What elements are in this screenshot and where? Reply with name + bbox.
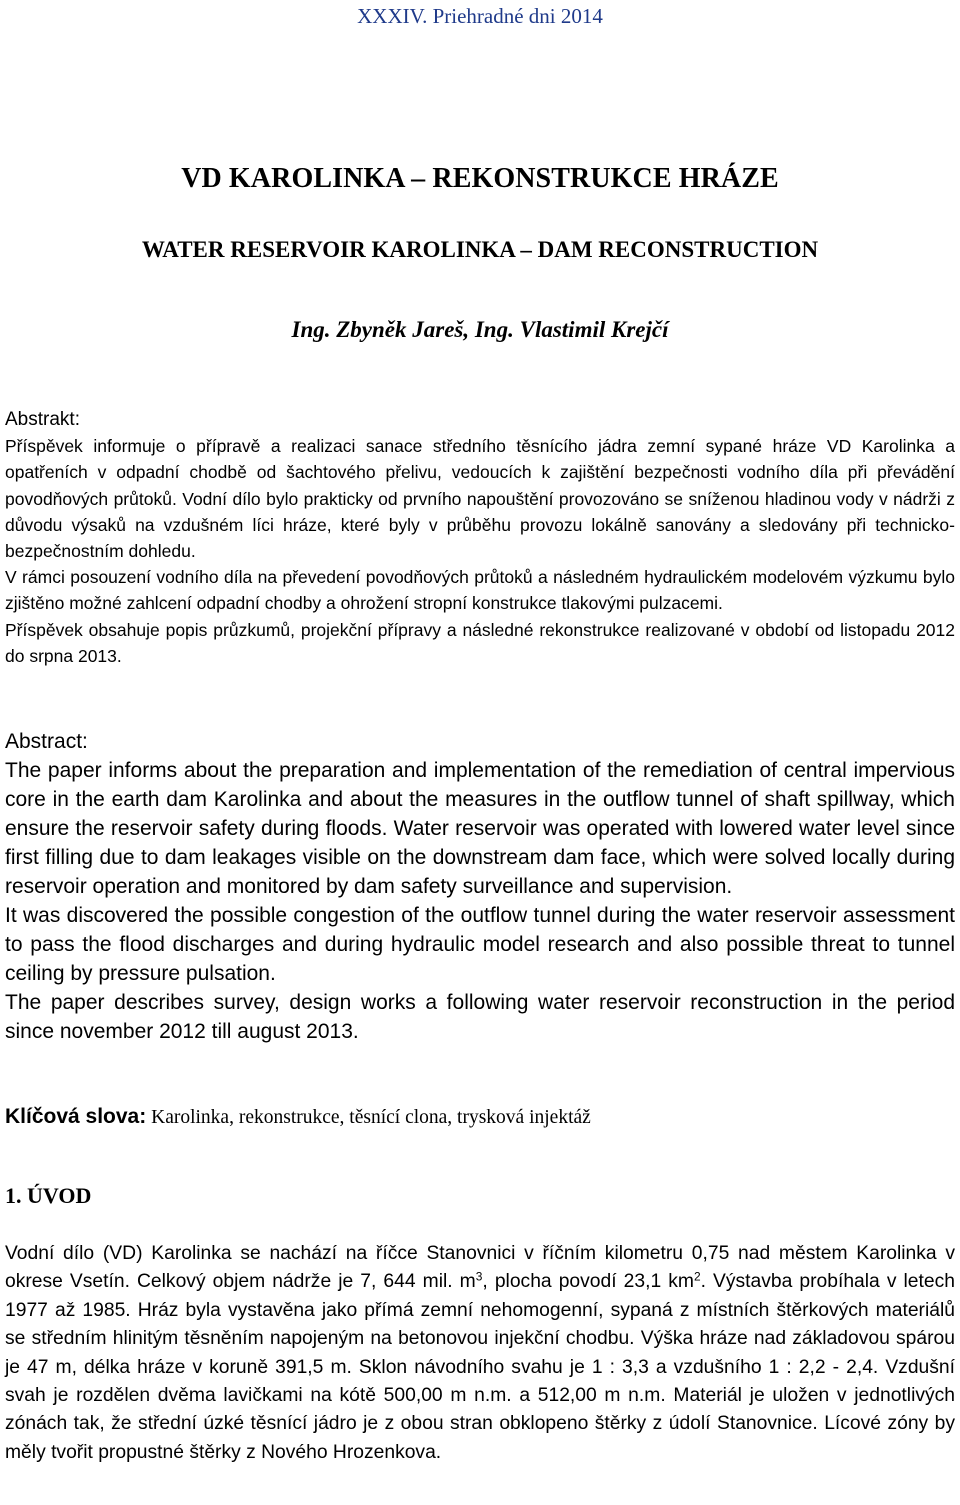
abstract-paragraph: The paper informs about the preparation and implementation of the remediation of central impervious core in the earth dam Karolinka and about the measures in the outflow tunnel of shaft spillway, which ensure the reservoir safety during floods. Water reservoir was operated with lowered water level since first filling due to dam leakages visible on the downstream dam face, which were solved locally during reservoir operation and monitored by dam safety surveillance and supervision. [5,759,955,898]
paper-title-english: WATER RESERVOIR KAROLINKA – DAM RECONSTRUCTION [141,237,819,262]
keywords-label: Klíčová slova: [5,1105,147,1128]
abstrakt-paragraph: V rámci posouzení vodního díla na převedení povodňových průtoků a následném hydraulickém modelovém výzkumu bylo zjištěno možné zahlcení odpadní chodby a ohrožení stropní konstrukce tlakovými pulzacemi. [5,567,955,614]
text-run: Vodní dílo (VD) Karolinka se nachází na říčce Stanovnici v říčním kilometru 0,75 nad městem Karolinka v okrese Vsetín. Celkový objem nádrže je 7, 644 mil. m [5,1243,955,1293]
section-paragraph [5,1240,955,1467]
abstract-paragraph: It was discovered the possible congestion of the outflow tunnel during the water reservoir assessment to pass the flood discharges and during hydraulic model research and also possible threat to tunnel ceiling by pressure pulsation. [5,904,955,985]
abstract-section [5,727,955,1046]
section-body [5,1240,955,1467]
superscript: 3 [475,1269,483,1284]
abstract-paragraph: The paper describes survey, design works a following water reservoir reconstruction in the period since november 2012 till august 2013. [5,991,955,1043]
abstrakt-section [5,407,955,669]
superscript: 2 [693,1269,701,1284]
text-run: , plocha povodí 23,1 km [482,1271,694,1293]
running-header: XXXIV. Priehradné dni 2014 [357,4,603,28]
text-run: . Výstavba probíhala v letech 1977 až 1985. Hráz byla vystavěna jako přímá zemní nehomogenní, sypaná z místních štěrkových materiálů se středním hlinitým těsněním napojeným na betonovou injekční chodbu. Výška hráze nad základovou spárou je 47 m, délka hráze v koruně 391,5 m. Sklon návodního svahu je 1 : 3,3 a vzdušního 1 : 2,2 - 2,4. Vzdušní svah je rozdělen dvěma lavičkami na kótě 500,00 m n.m. a 512,00 m n.m. Materiál je uložen v jednotlivých zónách tak, že střední úzké těsnící jádro je z obou stran obklopeno štěrky z údolí Stanovnice. Lícové zóny by měly tvořit propustné štěrky z Nového Hrozenkova. [5,1271,955,1463]
abstrakt-paragraph: Příspěvek obsahuje popis průzkumů, projekční přípravy a následné rekonstrukce realizované v období od listopadu 2012 do srpna 2013. [5,619,955,666]
section-heading: 1. ÚVOD [5,1183,92,1208]
abstract-heading: Abstract: [5,730,88,753]
keywords [5,1105,955,1129]
abstrakt-paragraph: Příspěvek informuje o přípravě a realizaci sanace středního těsnícího jádra zemní sypané hráze VD Karolinka a opatřeních v odpadní chodbě od šachtového přelivu, vedoucích k zajištění bezpečnosti vodního díla při převádění povodňových průtoků. Vodní dílo bylo prakticky od prvního napouštění provozováno se sníženou hladinou vody v nádrži z důvodu výsaků na vzdušném líci hráze, které byly v průběhu provozu lokálně sanovány a sledovány při technicko-bezpečnostním dohledu. [5,436,955,562]
paper-title-czech: VD KAROLINKA – REKONSTRUKCE HRÁZE [181,163,779,194]
abstrakt-heading: Abstrakt: [5,409,80,430]
authors: Ing. Zbyněk Jareš, Ing. Vlastimil Krejčí [291,317,669,342]
keywords-value: Karolinka, rekonstrukce, těsnící clona, trysková injektáž [151,1107,591,1128]
